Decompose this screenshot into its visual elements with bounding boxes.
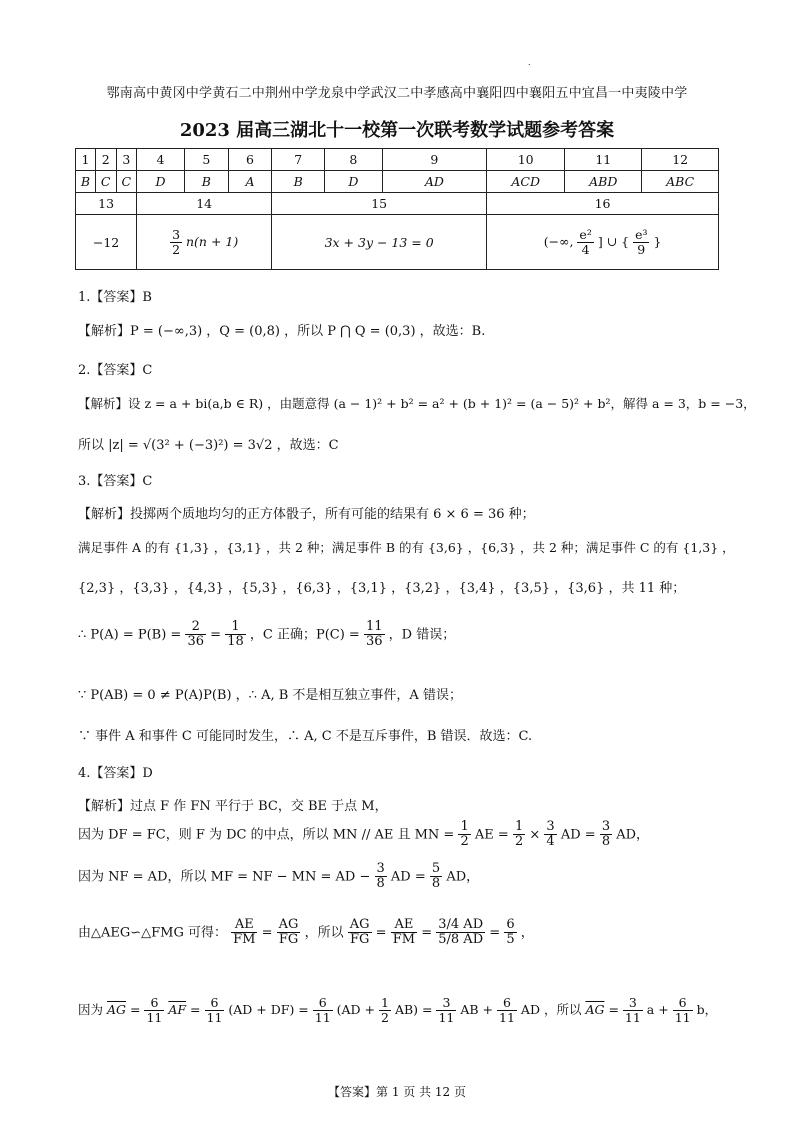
table-cell: 3 [116,149,137,171]
table-cell: 3x + 3y − 13 = 0 [272,215,487,270]
table-cell: C [95,171,116,193]
analysis-4-line2: 因为 DF = FC，则 F 为 DC 的中点，所以 MN // AE 且 MN = $\frac{1}{2}$ AE = $\frac{1}{2}$ × $\frac{3}{4}$ AD = $\frac{3}{8}$ AD， [78,819,650,850]
table-cell: A [228,171,271,193]
table-cell [137,215,272,270]
fill-answer-row [76,215,719,270]
table-cell: 2 [95,149,116,171]
table-cell: B [76,171,96,193]
table-cell: 6 [228,149,271,171]
table-cell: B [184,171,228,193]
table-cell: C [116,171,137,193]
q14-rest: n(n + 1) [186,233,239,249]
table-cell: 1 [76,149,96,171]
answer-letter-row [76,171,719,193]
answer-4-heading: 4.【答案】D [78,766,153,781]
fill-number-row [76,193,719,215]
analysis-2-cont: 所以 |z| = √(3² + (−3)²) = 3√2 ，故选：C [78,438,339,453]
page-footer: 【答案】第 1 页 共 12 页 [328,1085,466,1099]
analysis-1: 【解析】P = (−∞,3) ，Q = (0,8) ，所以 P ⋂ Q = (0,3) ，故选：B. [78,324,486,339]
analysis-3-line2: 满足事件 A 的有 {1,3} ，{3,1} ，共 2 种；满足事件 B 的有 {3,6} ，{6,3} ，共 2 种；满足事件 C 的有 {1,3} ， [78,540,735,555]
fraction: $\frac{3}{2}$ [172,226,181,257]
analysis-2: 【解析】设 z = a + bi(a,b ∈ R) ，由题意得 (a − 1)² + b² = a² + (b + 1)² = (a − 5)² + b²，解得 a = 3，b = −3， [78,396,756,411]
table-cell: −12 [76,215,137,270]
analysis-4-line3: 因为 NF = AD，所以 MF = NF − MN = AD − $\frac{3}{8}$ AD = $\frac{5}{8}$ AD， [78,861,480,892]
table-cell: 5 [184,149,228,171]
table-cell: B [272,171,325,193]
table-cell: 15 [272,193,487,215]
answer-number-row [76,149,719,171]
stray-dot: . [528,58,531,67]
fraction: $\frac{\text{e³}}{9}$ [635,226,648,257]
q16-left: (−∞, [543,233,574,249]
table-cell [487,215,719,270]
table-cell: 8 [325,149,382,171]
table-cell: 11 [565,149,642,171]
table-cell: D [325,171,382,193]
table-cell: ABD [565,171,642,193]
analysis-3-exclusive: ∵ 事件 A 和事件 C 可能同时发生，∴ A, C 不是互斥事件，B 错误．故选：C. [78,729,533,744]
q16-right: } [653,233,662,249]
table-cell: 4 [137,149,185,171]
analysis-3-line3: {2,3} ，{3,3} ，{4,3} ，{5,3} ，{6,3} ，{3,1} ，{3,2} ，{3,4} ，{3,5} ，{3,6} ，共 11 种； [78,581,686,596]
page-title: 2023 届高三湖北十一校第一次联考数学试题参考答案 [179,120,615,141]
table-cell: 10 [487,149,565,171]
table-cell: 13 [76,193,137,215]
q16-mid: ] ∪ { [597,233,630,249]
answer-table [75,148,719,270]
table-cell: 7 [272,149,325,171]
analysis-3-probabilities: ∴ P(A) = P(B) = $\frac{2}{36}$ = $\frac{1}{18}$ ，C 正确；P(C) = $\frac{11}{36}$ ，D 错误； [78,619,456,650]
table-cell: D [137,171,185,193]
table-cell: 16 [487,193,719,215]
answer-3-heading: 3.【答案】C [78,474,153,489]
table-cell: ACD [487,171,565,193]
analysis-4-line4: 由△AEG∽△FMG 可得： $\frac{AE}{FM}$ = $\frac{AG}{FG}$ ，所以 $\frac{AG}{FG}$ = $\frac{AE}{FM}$ = $\frac{3/4 AD}{5/8 AD}$ = $\frac{6}{5}$ ， [78,917,534,948]
answer-2-heading: 2.【答案】C [78,363,153,378]
fraction: $\frac{\text{e²}}{4}$ [579,226,592,257]
table-cell: 12 [642,149,719,171]
answer-1-heading: 1.【答案】B [78,290,152,305]
table-cell: ABC [642,171,719,193]
analysis-3: 【解析】投掷两个质地均匀的正方体骰子，所有可能的结果有 6 × 6 = 36 种； [78,507,535,522]
table-cell: 14 [137,193,272,215]
table-cell: AD [382,171,487,193]
analysis-3-independence: ∵ P(AB) = 0 ≠ P(A)P(B) ，∴ A, B 不是相互独立事件，A 错误； [78,688,462,703]
analysis-4: 【解析】过点 F 作 FN 平行于 BC，交 BE 于点 M， [78,799,388,814]
school-list: 鄂南高中黄冈中学黄石二中荆州中学龙泉中学武汉二中孝感高中襄阳四中襄阳五中宜昌一中夷陵中学 [106,86,688,101]
analysis-4-line5: 因为 $\overline{AG}$ = $\frac{6}{11}$ $\overline{AF}$ = $\frac{6}{11}$ (AD + DF) = $\frac{6}{11}$ (AD + $\frac{1}{2}$ AB) = $\frac{3}{11}$ AB + $\frac{6}{11}$ AD ，所以 $\overline{AG}$ = $\frac{3}{11}$ a + $\frac{6}{11}$ b， [78,995,718,1025]
table-cell: 9 [382,149,487,171]
